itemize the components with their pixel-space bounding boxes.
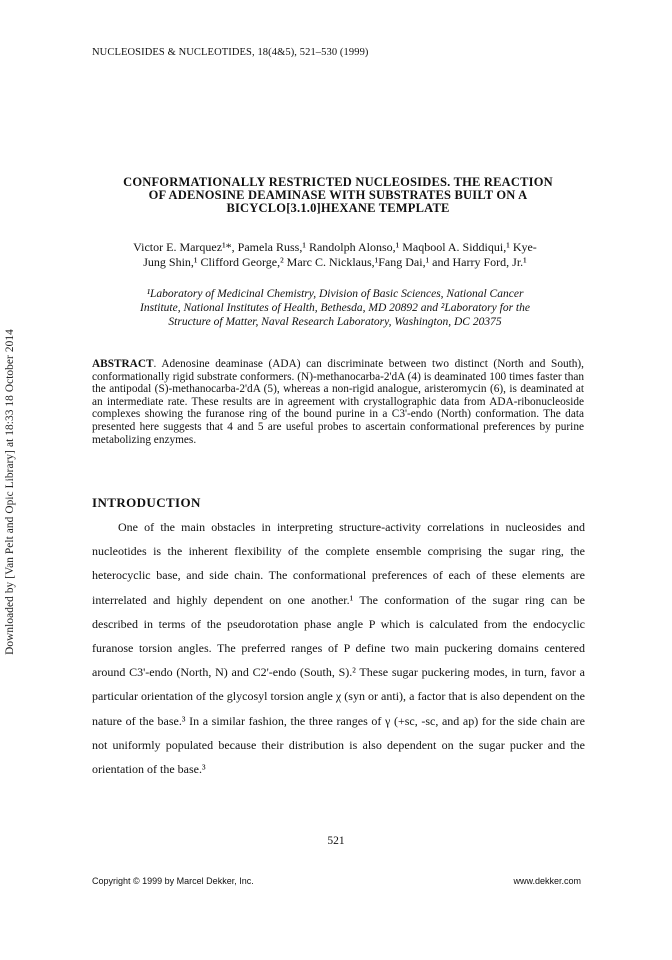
affiliation-line: Institute, National Institutes of Health, Bethesda, MD 20892 and ²Laboratory for the (140, 302, 530, 314)
abstract-label: ABSTRACT (92, 358, 154, 370)
download-notice-text: Downloaded by [Van Pelt and Opic Library] at 18:33 18 October 2014 (4, 329, 16, 655)
author-line: Jung Shin,¹ Clifford George,² Marc C. Nicklaus,¹Fang Dai,¹ and Harry Ford, Jr.¹ (143, 255, 527, 269)
title-line: CONFORMATIONALLY RESTRICTED NUCLEOSIDES. THE REACTION (123, 175, 553, 189)
article-title (88, 176, 588, 215)
abstract (92, 358, 584, 446)
abstract-text: . Adenosine deaminase (ADA) can discriminate between two distinct (North and South), conformationally rigid substrate conformers. (N)-methanocarba-2'dA (4) is deaminated 100 times faster than the antipodal (S)-methanocarba-2'dA (5), whereas a non-rigid analogue, aristeromycin (6), is deaminated at an intermediate rate. These results are in agreement with crystallographic data from ADA-ribonucleoside complexes showing the furanose ring of the bound purine in a C3'-endo (North) conformation. The data presented here suggests that 4 and 5 are useful probes to ascertain conformational preferences by purine metabolizing enzymes. (92, 358, 584, 446)
title-line: OF ADENOSINE DEAMINASE WITH SUBSTRATES BUILT ON A (148, 188, 528, 202)
copyright-notice: Copyright © 1999 by Marcel Dekker, Inc. (92, 876, 254, 886)
page-number: 521 (327, 835, 345, 847)
paragraph: One of the main obstacles in interpreting structure-activity correlations in nucleosides and nucleotides is the inherent flexibility of the complete ensemble comprising the sugar ring, the heterocyclic base, and side chain. The conformational preferences of each of these elements are interrelated and highly dependent on one another.¹ The conformation of the sugar ring can be described in terms of the pseudorotation phase angle P which is calculated from the endocyclic furanose torsion angles. The preferred ranges of P define two main puckering domains centered around C3'-endo (North, N) and C2'-endo (South, S).² These sugar puckering modes, in turn, favor a particular orientation of the glycosyl torsion angle χ (syn or anti), a factor that is also dependent on the nature of the base.³ In a similar fashion, the three ranges of γ (+sc, -sc, and ap) for the side chain are not uniformly populated because their distribution is also dependent on the sugar pucker and the orientation of the base.³ (92, 520, 585, 777)
affiliations (100, 287, 570, 329)
author-line: Victor E. Marquez¹*, Pamela Russ,¹ Randolph Alonso,¹ Maqbool A. Siddiqui,¹ Kye- (133, 240, 537, 254)
affiliation-line: ¹Laboratory of Medicinal Chemistry, Division of Basic Sciences, National Cancer (146, 288, 524, 300)
section-heading-introduction: INTRODUCTION (92, 495, 201, 510)
publisher-website: www.dekker.com (513, 876, 581, 886)
introduction-body (92, 515, 585, 781)
author-list (100, 240, 570, 270)
affiliation-line: Structure of Matter, Naval Research Laboratory, Washington, DC 20375 (168, 316, 502, 328)
title-line: BICYCLO[3.1.0]HEXANE TEMPLATE (226, 201, 450, 215)
journal-citation: NUCLEOSIDES & NUCLEOTIDES, 18(4&5), 521–530 (1999) (92, 47, 369, 58)
